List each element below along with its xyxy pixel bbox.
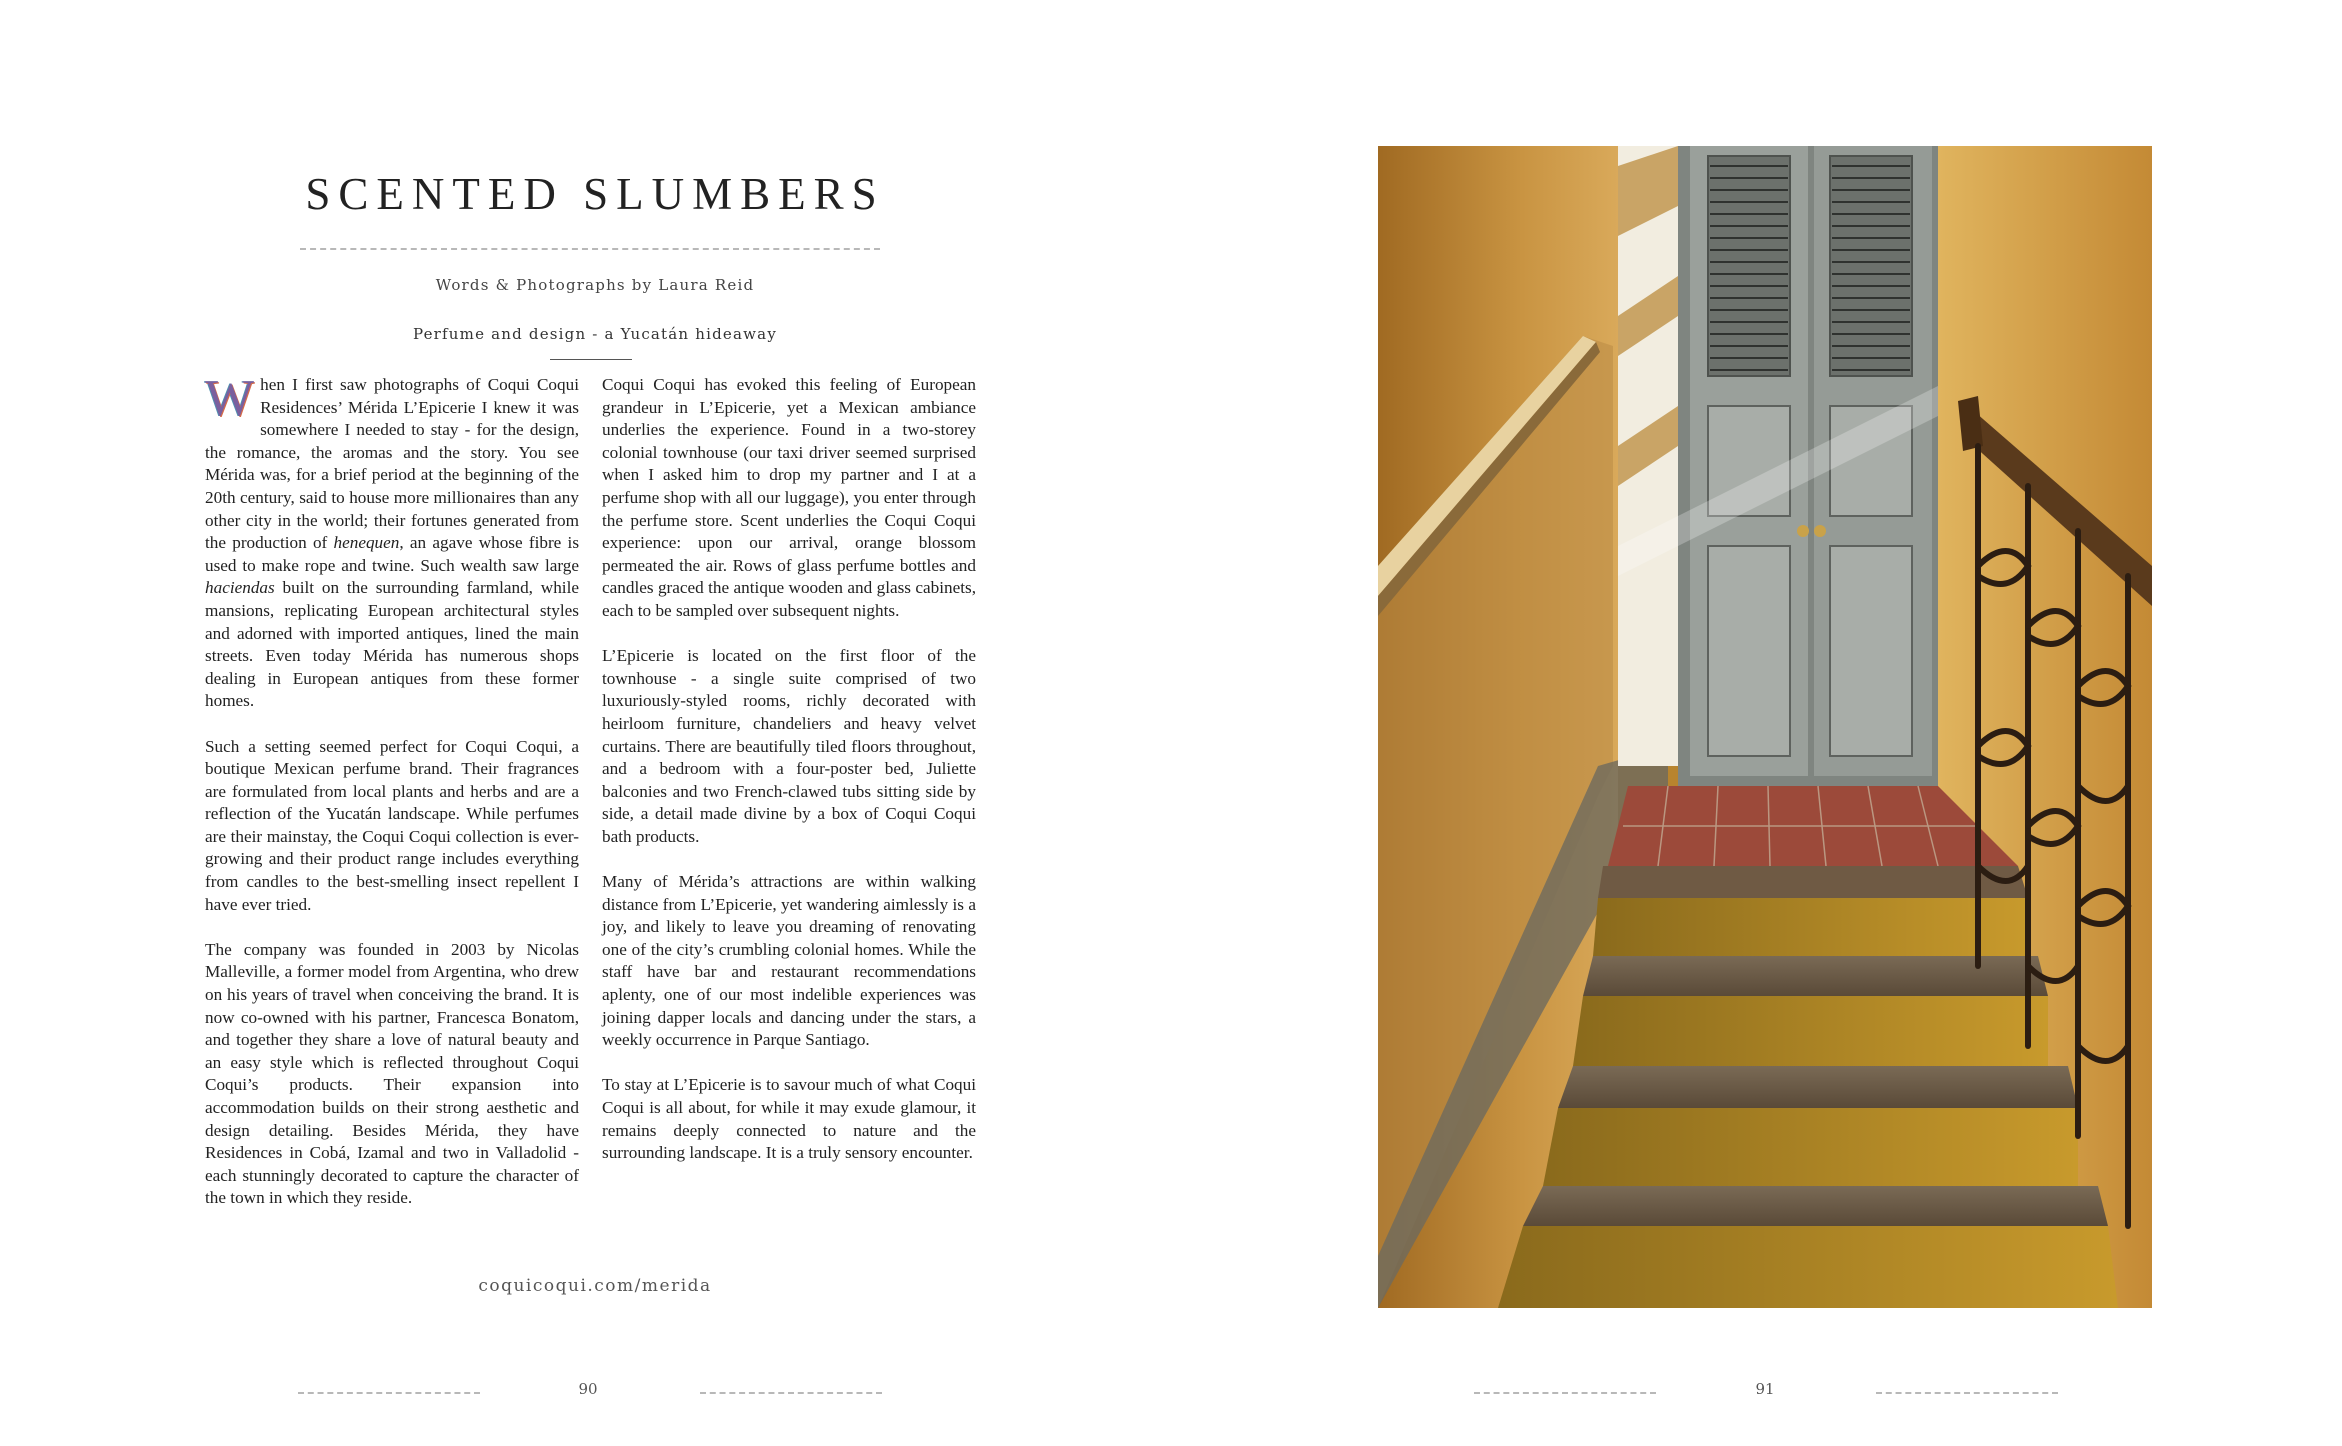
article-title: SCENTED SLUMBERS: [305, 169, 885, 219]
footer-rule: [298, 1392, 480, 1394]
website-link[interactable]: coquicoqui.com/merida: [478, 1276, 712, 1296]
staircase-photo: [1378, 146, 2152, 1308]
footer-rule: [700, 1392, 882, 1394]
paragraph: Such a setting seemed perfect for Coqui Coqui, a boutique Mexican perfume brand. Their fragrances are formulated from local plants and herbs and are a reflection of the Yucatán landscape. While perfumes are their mainstay, the Coqui Coqui collection is ever-growing and their product range includes everything from candles to the best-smelling insect repellent I have ever tried.: [205, 736, 579, 914]
paragraph-text: hen I first saw photographs of Coqui Coqui Residences’ Mérida L’Epicerie I knew it was somewhere I needed to stay - for the design, the romance, the aromas and the story. You see Mérida was, for a brief period at the beginning of the 20th century, said to house more millionaires than any other city in the world; their fortunes generated from the production of: [205, 375, 579, 553]
article-subtitle: Perfume and design - a Yucatán hideaway: [412, 325, 777, 343]
byline: Words & Photographs by Laura Reid: [435, 276, 755, 294]
italic-term: haciendas: [205, 578, 275, 598]
paragraph-text: built on the surrounding farmland, while mansions, replicating European architectural styles and adorned with imported antiques, lined the main streets. Even today Mérida has numerous shops dealing in European antiques from these former homes.: [205, 578, 579, 711]
subtitle-rule: [550, 359, 632, 360]
paragraph: L’Epicerie is located on the first floor of the townhouse - a single suite comprised of two luxuriously-styled rooms, richly decorated with heirloom furniture, chandeliers and heavy velvet curtains. There are beautifully tiled floors throughout, and a bedroom with a four-poster bed, Juliette balconies and two French-clawed tubs sitting side by side, a detail made divine by a box of Coqui Coqui bath products.: [602, 646, 976, 846]
paragraph: Many of Mérida’s attractions are within walking distance from L’Epicerie, yet wandering aimlessly is a joy, and likely to leave you dreaming of renovating one of the city’s crumbling colonial homes. While the staff have bar and restaurant recommendations aplenty, one of our most indelible experiences was joining dapper locals and dancing under the stars, a weekly occurrence in Parque Santiago.: [602, 872, 976, 1050]
page-number-left: 90: [578, 1380, 598, 1398]
page-number-right: 91: [1755, 1380, 1775, 1398]
text-column-right: [602, 374, 976, 1187]
paragraph-text: , an agave whose fibre is used to make rope and twine. Such wealth saw large: [205, 533, 580, 575]
title-divider: [300, 248, 880, 250]
paragraph: [205, 370, 580, 713]
paragraph: To stay at L’Epicerie is to savour much of what Coqui Coqui is all about, for while it may exude glamour, it remains deeply connected to nature and the surrounding landscape. It is a truly sensory encounter.: [602, 1075, 976, 1163]
footer-rule: [1876, 1392, 2058, 1394]
footer-rule: [1474, 1392, 1656, 1394]
text-column-left: [205, 370, 580, 1233]
paragraph: The company was founded in 2003 by Nicolas Malleville, a former model from Argentina, who drew on his years of travel when conceiving the brand. It is now co-owned with his partner, Francesca Bonatom, and together they share a love of natural beauty and an easy style which is reflected throughout Coqui Coqui’s products. Their expansion into accommodation builds on their strong aesthetic and design detailing. Besides Mérida, they have Residences in Cobá, Izamal and two in Valladolid - each stunningly decorated to capture the character of the town in which they reside.: [205, 939, 579, 1208]
drop-cap: W: [205, 370, 255, 427]
paragraph: Coqui Coqui has evoked this feeling of European grandeur in L’Epicerie, yet a Mexican ambiance underlies the experience. Found in a two-storey colonial townhouse (our taxi driver seemed surprised when I asked him to drop my partner and I at a perfume shop with all our luggage), you enter through the perfume store. Scent underlies the Coqui Coqui experience: upon our arrival, orange blossom permeated the air. Rows of glass perfume bottles and candles graced the antique wooden and glass cabinets, each to be sampled over subsequent nights.: [602, 375, 976, 620]
italic-term: henequen: [333, 533, 400, 553]
